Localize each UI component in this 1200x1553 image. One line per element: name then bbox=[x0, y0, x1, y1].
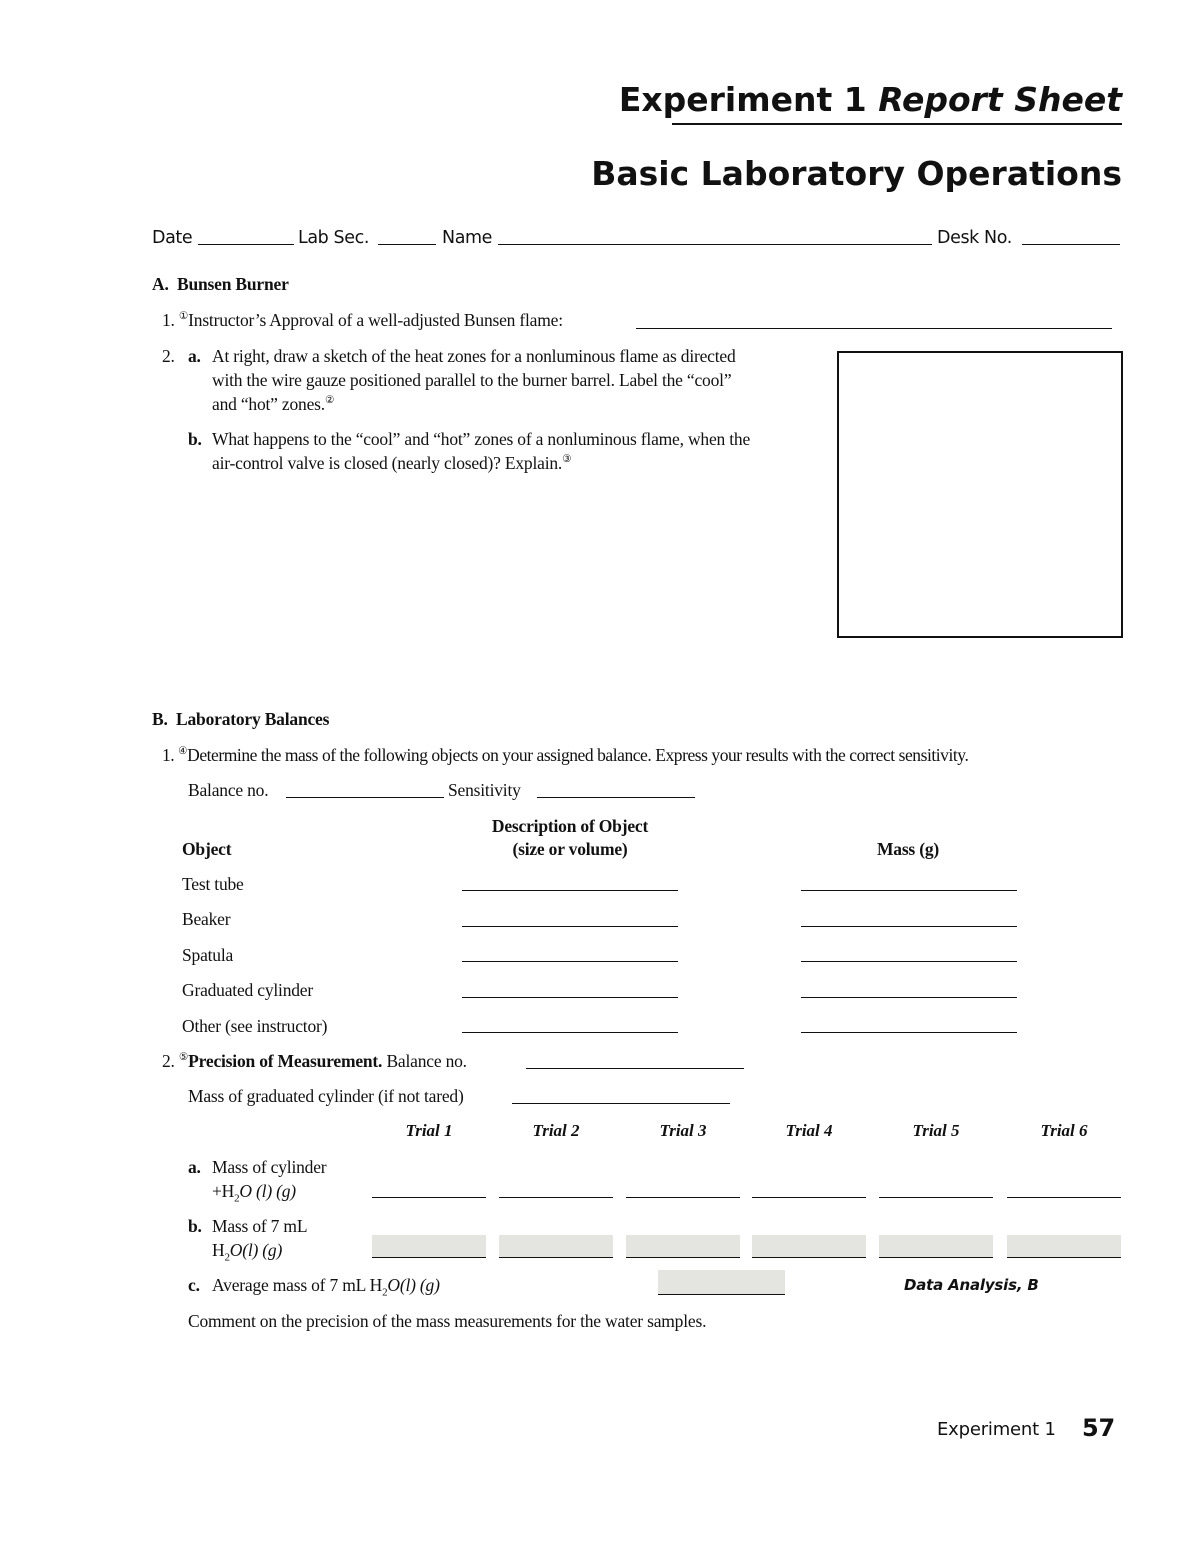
description-field[interactable] bbox=[462, 926, 678, 927]
trial-b-field[interactable] bbox=[499, 1235, 613, 1258]
col-mass-header: Mass (g) bbox=[876, 839, 940, 859]
lab-sec-field[interactable] bbox=[378, 244, 436, 245]
section-a-heading bbox=[152, 272, 289, 296]
trial-b-field[interactable] bbox=[372, 1235, 486, 1258]
row-c-pre: Average mass of 7 mL H bbox=[212, 1275, 383, 1295]
title-underline bbox=[672, 123, 1122, 125]
instructor-approval-field[interactable] bbox=[636, 328, 1112, 329]
footer-experiment-label: Experiment 1 bbox=[937, 1419, 1056, 1440]
b-q2-number: 2. bbox=[162, 1051, 175, 1071]
q2b-line2-wrap bbox=[212, 451, 571, 475]
page-title bbox=[619, 80, 1122, 120]
circle-2-icon: ② bbox=[324, 395, 335, 407]
row-b-post: O(l) (g) bbox=[229, 1240, 283, 1260]
sensitivity-label: Sensitivity bbox=[448, 780, 521, 800]
row-a-sub: 2 bbox=[234, 1192, 240, 1205]
trial-b-field[interactable] bbox=[1007, 1235, 1121, 1258]
trial-b-field[interactable] bbox=[626, 1235, 740, 1258]
mass-field[interactable] bbox=[801, 997, 1017, 998]
section-a-q1 bbox=[162, 308, 563, 332]
experiment-label: Experiment 1 bbox=[618, 80, 867, 119]
q2a-line2: with the wire gauze positioned parallel to the burner barrel. Label the “cool” bbox=[212, 370, 732, 390]
q2a-line1: At right, draw a sketch of the heat zones for a nonluminous flame as directed bbox=[212, 346, 736, 366]
section-b-q2 bbox=[162, 1049, 467, 1073]
trial-a-field[interactable] bbox=[1007, 1197, 1121, 1198]
trial-a-field[interactable] bbox=[499, 1197, 613, 1198]
section-a-letter: A. bbox=[152, 274, 169, 294]
b-q1-number: 1. bbox=[162, 745, 175, 765]
trial-a-field[interactable] bbox=[879, 1197, 993, 1198]
section-b-heading bbox=[152, 707, 329, 731]
trial-header: Trial 2 bbox=[532, 1121, 580, 1140]
mass-field[interactable] bbox=[801, 926, 1017, 927]
q2a-line3: and “hot” zones. bbox=[212, 394, 325, 414]
circle-1-icon: ① bbox=[178, 311, 189, 323]
page-number: 57 bbox=[1082, 1414, 1115, 1442]
table-row-label: Beaker bbox=[182, 909, 231, 929]
report-sheet-label: Report Sheet bbox=[878, 80, 1122, 119]
q2b-letter: b. bbox=[188, 429, 202, 449]
desk-no-label: Desk No. bbox=[937, 228, 1012, 248]
precision-balance-no-field[interactable] bbox=[526, 1068, 744, 1069]
section-a-title: Bunsen Burner bbox=[176, 274, 289, 294]
date-field[interactable] bbox=[198, 244, 294, 245]
section-b-q1 bbox=[162, 743, 968, 767]
circle-4-icon: ④ bbox=[178, 746, 188, 758]
data-analysis-note: Data Analysis, B bbox=[904, 1276, 1039, 1294]
b-q1-text: Determine the mass of the following objects on your assigned balance. Express your results with the correct sensitivity. bbox=[187, 745, 969, 765]
row-a-post: O (l) (g) bbox=[239, 1181, 296, 1201]
description-field[interactable] bbox=[462, 890, 678, 891]
b-q2-bold: Precision of Measurement. bbox=[188, 1051, 383, 1071]
lab-sec-label: Lab Sec. bbox=[298, 228, 370, 248]
q2a-letter: a. bbox=[188, 346, 201, 366]
col-object-header: Object bbox=[182, 839, 232, 859]
trial-header: Trial 5 bbox=[912, 1121, 960, 1140]
trial-header: Trial 6 bbox=[1040, 1121, 1088, 1140]
row-c-letter: c. bbox=[188, 1275, 200, 1295]
table-row-label: Other (see instructor) bbox=[182, 1016, 328, 1036]
row-b-line1: Mass of 7 mL bbox=[212, 1216, 308, 1236]
q1-number: 1. bbox=[162, 310, 175, 330]
cylinder-mass-label: Mass of graduated cylinder (if not tared) bbox=[188, 1086, 464, 1106]
average-mass-field[interactable] bbox=[658, 1270, 785, 1295]
row-a-line1: Mass of cylinder bbox=[212, 1157, 327, 1177]
description-field[interactable] bbox=[462, 997, 678, 998]
row-c-label bbox=[212, 1273, 440, 1297]
cylinder-mass-field[interactable] bbox=[512, 1103, 730, 1104]
row-b-line2 bbox=[212, 1238, 282, 1262]
flame-sketch-box[interactable] bbox=[837, 351, 1123, 638]
row-b-pre: H bbox=[212, 1240, 225, 1260]
col-description-header-1: Description of Object bbox=[491, 816, 649, 836]
name-label: Name bbox=[442, 228, 493, 248]
trial-header: Trial 1 bbox=[405, 1121, 453, 1140]
mass-field[interactable] bbox=[801, 890, 1017, 891]
balance-no-field[interactable] bbox=[286, 797, 444, 798]
desk-no-field[interactable] bbox=[1022, 244, 1120, 245]
q2b-line2: air-control valve is closed (nearly closed)? Explain. bbox=[212, 453, 563, 473]
q2a-line3-wrap bbox=[212, 392, 334, 416]
table-row-label: Spatula bbox=[182, 945, 234, 965]
trial-a-field[interactable] bbox=[752, 1197, 866, 1198]
trial-b-field[interactable] bbox=[879, 1235, 993, 1258]
page-subtitle: Basic Laboratory Operations bbox=[591, 154, 1122, 193]
trial-b-field[interactable] bbox=[752, 1235, 866, 1258]
description-field[interactable] bbox=[462, 1032, 678, 1033]
row-a-pre: +H bbox=[212, 1181, 235, 1201]
name-field[interactable] bbox=[498, 244, 932, 245]
mass-field[interactable] bbox=[801, 961, 1017, 962]
trial-a-field[interactable] bbox=[372, 1197, 486, 1198]
q1-text: Instructor’s Approval of a well-adjusted Bunsen flame: bbox=[188, 310, 563, 330]
col-description-header-2: (size or volume) bbox=[512, 839, 628, 859]
section-a-q2-number: 2. bbox=[162, 346, 175, 366]
table-row-label: Graduated cylinder bbox=[182, 980, 313, 1000]
balance-no-label: Balance no. bbox=[188, 780, 269, 800]
row-c-post: O(l) (g) bbox=[387, 1275, 440, 1295]
section-b-title: Laboratory Balances bbox=[176, 709, 330, 729]
trial-header: Trial 4 bbox=[785, 1121, 833, 1140]
row-a-line2 bbox=[212, 1179, 296, 1203]
description-field[interactable] bbox=[462, 961, 678, 962]
sensitivity-field[interactable] bbox=[537, 797, 695, 798]
row-b-sub: 2 bbox=[224, 1251, 230, 1264]
q2b-line1: What happens to the “cool” and “hot” zones of a nonluminous flame, when the bbox=[212, 429, 751, 449]
section-b-letter: B. bbox=[152, 709, 168, 729]
row-b-letter: b. bbox=[188, 1216, 202, 1236]
trial-a-field[interactable] bbox=[626, 1197, 740, 1198]
comment-prompt: Comment on the precision of the mass measurements for the water samples. bbox=[188, 1311, 707, 1331]
circle-5-icon: ⑤ bbox=[178, 1052, 189, 1064]
b-q2-balance-label: Balance no. bbox=[386, 1051, 467, 1071]
mass-field[interactable] bbox=[801, 1032, 1017, 1033]
date-label: Date bbox=[152, 228, 193, 248]
circle-3-icon: ③ bbox=[562, 454, 572, 466]
row-c-sub: 2 bbox=[382, 1286, 388, 1299]
trial-header: Trial 3 bbox=[659, 1121, 707, 1140]
table-row-label: Test tube bbox=[182, 874, 244, 894]
row-a-letter: a. bbox=[188, 1157, 201, 1177]
